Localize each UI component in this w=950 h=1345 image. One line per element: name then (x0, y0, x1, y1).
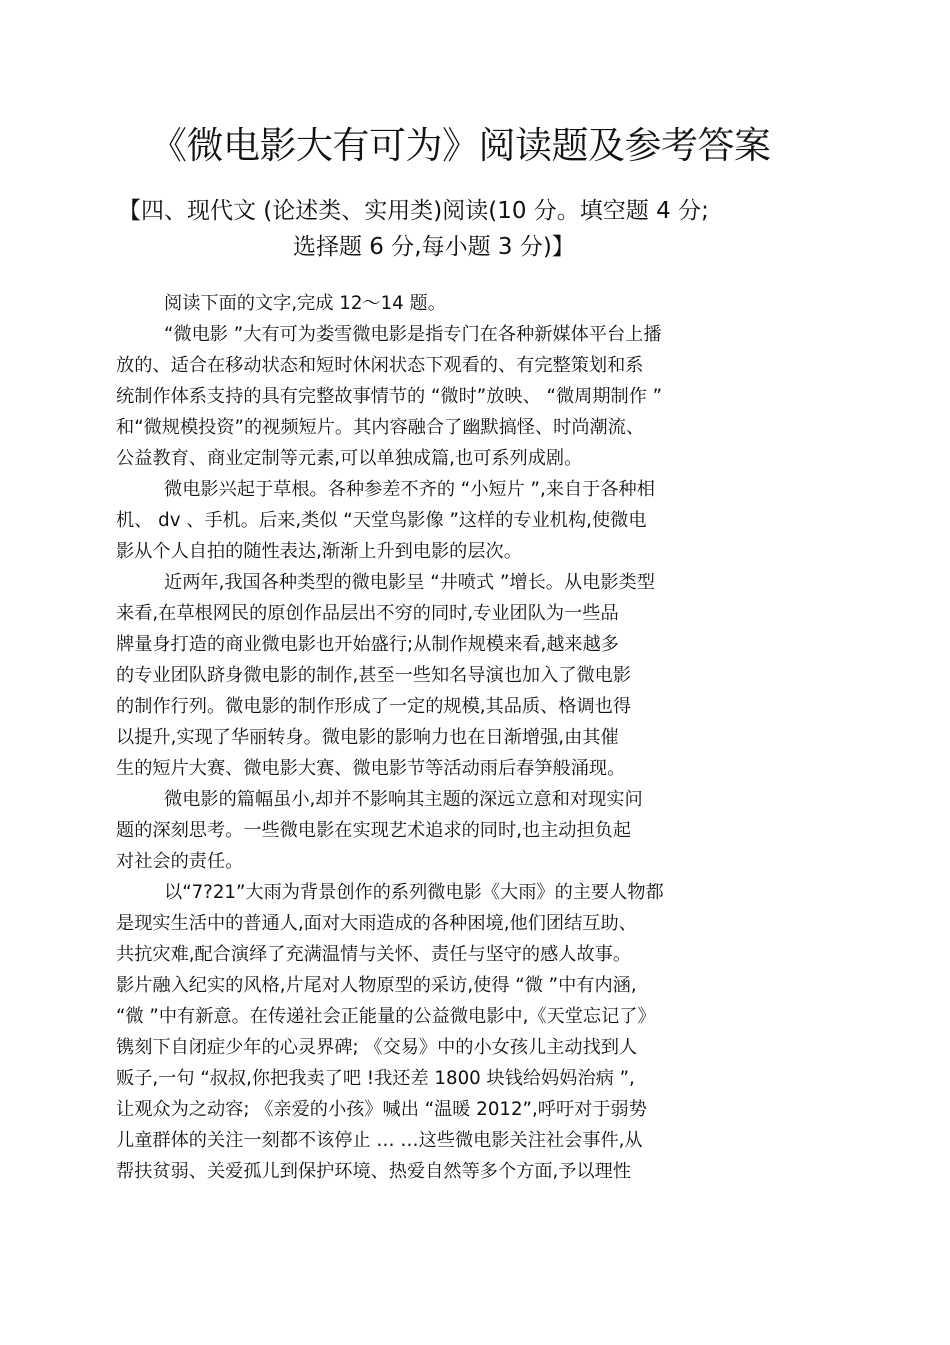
text-line: 近两年,我国各种类型的微电影呈 “井喷式 ”增长。从电影类型 (164, 572, 655, 593)
text-line: 以“7?21”大雨为背景创作的系列微电影《大雨》的主要人物都 (164, 882, 664, 903)
section-heading-line-2: 选择题 6 分,每小题 3 分)】 (293, 234, 575, 260)
text-line: 微电影兴起于草根。各种参差不齐的 “小短片 ”,来自于各种相 (164, 479, 655, 500)
text-line: 牌量身打造的商业微电影也开始盛行;从制作规模来看,越来越多 (116, 634, 619, 655)
text-line: 生的短片大赛、微电影大赛、微电影节等活动雨后春笋般涌现。 (116, 758, 626, 779)
text-line: 阅读下面的文字,完成 12～14 题。 (164, 293, 446, 314)
text-line: 机、 dv 、手机。后来,类似 “天堂鸟影像 ”这样的专业机构,使微电 (116, 510, 647, 531)
text-line: 来看,在草根网民的原创作品层出不穷的同时,专业团队为一些品 (116, 603, 619, 624)
text-line: 微电影的篇幅虽小,却并不影响其主题的深远立意和对现实问 (164, 789, 643, 810)
text-line: 儿童群体的关注一刻都不该停止 … …这些微电影关注社会事件,从 (116, 1130, 643, 1151)
text-line: 题的深刻思考。一些微电影在实现艺术追求的同时,也主动担负起 (116, 820, 632, 841)
text-line: 和“微规模投资”的视频短片。其内容融合了幽默搞怪、时尚潮流、 (116, 417, 645, 438)
text-line: 影片融入纪实的风格,片尾对人物原型的采访,使得 “微 ”中有内涵, (116, 975, 637, 996)
text-line: 对社会的责任。 (116, 851, 244, 872)
text-line: 让观众为之动容; 《亲爱的小孩》喊出 “温暖 2012”,呼吁对于弱势 (116, 1099, 647, 1120)
text-line: 的专业团队跻身微电影的制作,甚至一些知名导演也加入了微电影 (116, 665, 632, 686)
text-line: 帮扶贫弱、关爱孤儿到保护环境、热爱自然等多个方面,予以理性 (116, 1161, 632, 1182)
article-body (116, 288, 816, 1187)
section-heading-line-1: 【四、现代文 (论述类、实用类)阅读(10 分。填空题 4 分; (118, 198, 709, 224)
text-line: 的制作行列。微电影的制作形成了一定的规模,其品质、格调也得 (116, 696, 632, 717)
text-line: 放的、适合在移动状态和短时休闲状态下观看的、有完整策划和系 (116, 355, 644, 376)
text-line: “微 ”中有新意。在传递社会正能量的公益微电影中,《天堂忘记了》 (116, 1006, 656, 1027)
text-line: 公益教育、商业定制等元素,可以单独成篇,也可系列成剧。 (116, 448, 583, 469)
text-line: 共抗灾难,配合演绎了充满温情与关怀、责任与坚守的感人故事。 (116, 944, 632, 965)
section-heading (118, 193, 858, 265)
text-line: 影从个人自拍的随性表达,渐渐上升到电影的层次。 (116, 541, 522, 562)
text-line: 贩子,一句 “叔叔,你把我卖了吧 !我还差 1800 块钱给妈妈治病 ”, (116, 1068, 635, 1089)
text-line: 是现实生活中的普通人,面对大雨造成的各种困境,他们团结互助、 (116, 913, 637, 934)
document-title: 《微电影大有可为》阅读题及参考答案 (150, 124, 771, 167)
text-line: 统制作体系支持的具有完整故事情节的 “微时”放映、 “微周期制作 ” (116, 386, 663, 407)
text-line: 以提升,实现了华丽转身。微电影的影响力也在日渐增强,由其催 (116, 727, 619, 748)
text-line: 镌刻下自闭症少年的心灵界碑; 《交易》中的小女孩儿主动找到人 (116, 1037, 638, 1058)
text-line: “微电影 ”大有可为娄雪微电影是指专门在各种新媒体平台上播 (164, 324, 662, 345)
